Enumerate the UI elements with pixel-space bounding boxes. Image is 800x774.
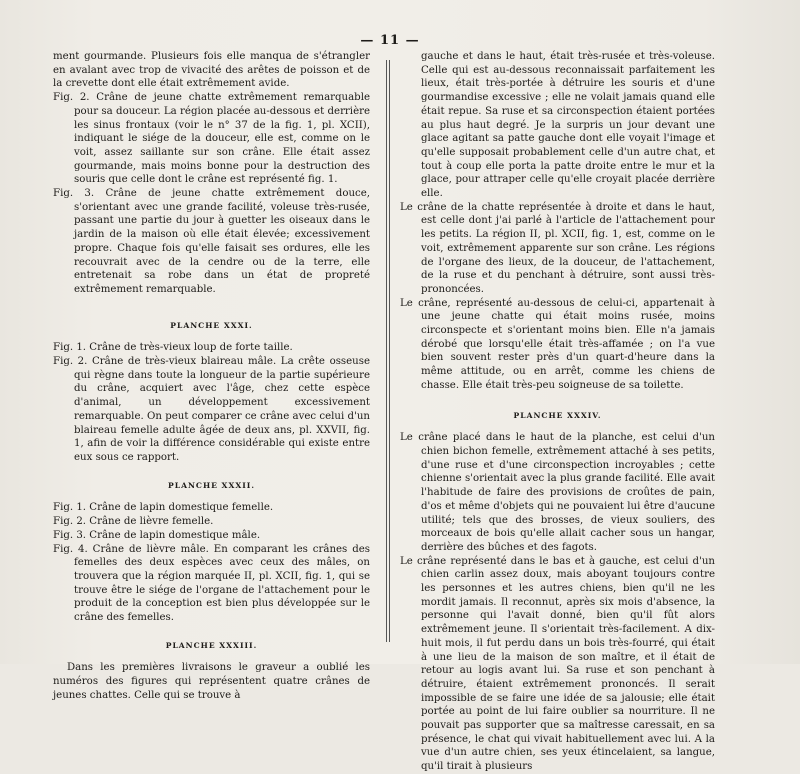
figure-entry: Fig. 3. Crâne de jeune chatte extrêmement douce, s'orientant avec une grande facilité, voleuse très-rusée, passant une partie du jour à guetter les oiseaux dans le jardin de la maison où elle était élevée; excessivement propre. Chaque fois qu'elle faisait ses ordures, elle les recouvrait avec de la cendre ou de la terre, elle entretenait sa robe dans un état de propreté extrêmement remarquable. (53, 188, 370, 295)
paragraph: Le crâne, représenté au-dessous de celui-ci, appartenait à une jeune chatte qui était moins rusée, moins circonspecte et s'orientant moins bien. Elle n'a jamais dérobé que lorsqu'elle était très-affamée ; on l'a vue bien souvent rester près d'un quart-d'heure dans la même attitude, ou en arrêt, comme les chiens de chasse. Elle était très-peu soigneuse de sa toilette. (400, 297, 715, 391)
right-column (400, 50, 715, 774)
plate-heading: PLANCHE XXXI. (170, 320, 253, 330)
plate-heading: PLANCHE XXXIII. (165, 640, 258, 650)
paragraph: Le crâne de la chatte représentée à droite et dans le haut, est celle dont j'ai parlé à l'article de l'attachement pour les petits. La région II, pl. XCII, fig. 1, est, comme on le voit, extrêmement apparente sur son crâne. Les régions de l'organe des lieux, de la douceur, de l'attachement, de la ruse et du penchant à détruire, sont aussi très-prononcées. (400, 201, 715, 295)
figure-entry: Fig. 2. Crâne de lièvre femelle. (53, 516, 214, 528)
paragraph: Dans les premières livraisons le graveur a oublié les numéros des figures qui représentent quatre crânes de jeunes chattes. Celle qui se trouve à (53, 662, 370, 701)
left-column (53, 50, 370, 703)
plate-heading: PLANCHE XXXIV. (513, 410, 602, 420)
column-divider (386, 60, 390, 642)
paragraph: ment gourmande. Plusieurs fois elle manqua de s'étrangler en avalant avec trop de vivacité des arêtes de poisson et de la crevette dont elle était extrêmement avide. (53, 51, 370, 90)
figure-entry: Fig. 2. Crâne de très-vieux blaireau mâle. La crête osseuse qui règne dans toute la longueur de la partie supérieure du crâne, acquiert avec l'âge, chez cette espèce d'animal, un développement excessivement remarquable. On peut comparer ce crâne avec celui d'un blaireau femelle adulte âgée de deux ans, pl. XXVII, fig. 1, afin de voir la différence considérable qui existe entre eux sous ce rapport. (53, 356, 370, 463)
paragraph: Le crâne représenté dans le bas et à gauche, est celui d'un chien carlin assez doux, mais aboyant toujours contre les personnes et les autres chiens, bien qu'il ne les mordit jamais. Il reconnut, après six mois d'absence, la personne qui l'avait donné, bien qu'il fût alors extrêmement jeune. Il s'orientait très-facilement. A dix-huit mois, il fut perdu dans un bois très-fourré, qui était à une lieu de la maison de son maître, et il était de retour au logis avant lui. Sa ruse et son penchant à détruire, étaient extrêmement prononcés. Il serait impossible de se faire une idée de sa jalousie; elle était portée au point de lui faire oublier sa nourriture. Il ne pouvait pas supporter que sa maîtresse caressait, en sa présence, le chat qui vivait habituellement avec lui. A la vue d'un autre chien, ses yeux étincelaient, sa langue, qu'il tirait à plusieurs (400, 555, 715, 773)
figure-entry: Fig. 1. Crâne de lapin domestique femelle. (53, 502, 274, 514)
figure-entry: Fig. 4. Crâne de lièvre mâle. En comparant les crânes des femelles des deux espèces avec ceux des mâles, on trouvera que la région marquée II, pl. XCII, fig. 1, qui se trouve être le siége de l'organe de l'attachement pour le produit de la conception est bien plus développée sur le crâne des femelles. (53, 543, 370, 624)
page-number: — 11 — (360, 33, 420, 48)
figure-entry: Fig. 2. Crâne de jeune chatte extrêmement remarquable pour sa douceur. La région placée au-dessous et derrière les sinus frontaux (voir le n° 37 de la fig. 1, pl. XCII), indiquant le siége de la douceur, elle est, comme on le voit, assez saillante sur son crâne. Elle était assez gourmande, mais moins bonne pour la destruction des souris que celle dont le crâne est représenté fig. 1. (53, 92, 370, 186)
plate-heading: PLANCHE XXXII. (168, 480, 255, 490)
figure-entry: Fig. 3. Crâne de lapin domestique mâle. (53, 529, 261, 541)
figure-entry: Fig. 1. Crâne de très-vieux loup de forte taille. (53, 342, 293, 354)
paragraph: gauche et dans le haut, était très-rusée et très-voleuse. Celle qui est au-dessous reconnaissait parfaitement les lieux, était très-portée à détruire les souris et d'une gourmandise excessive ; elle ne volait jamais quand elle était repue. Sa ruse et sa circonspection étaient portées au plus haut degré. Je la surpris un jour devant une glace agitant sa patte gauche dont elle voyait l'image et qu'elle supposait probablement celle d'un autre chat, et tout à coup elle porta la patte droite entre le mur et la glace, pour attraper celle qu'elle croyait placée derrière elle. (421, 51, 715, 200)
paragraph: Le crâne placé dans le haut de la planche, est celui d'un chien bichon femelle, extrêmement attaché à ses petits, d'une ruse et d'une circonspection incroyables ; cette chienne s'orientait avec la plus grande facilité. Elle avait l'habitude de faire des provisions de croûtes de pain, d'os et même d'objets qui ne pouvaient lui être d'aucune utilité; tels que des brosses, de vieux souliers, des morceaux de bois qu'elle allait cacher sous un hangar, derrière des bûches et des fagots. (400, 432, 715, 553)
